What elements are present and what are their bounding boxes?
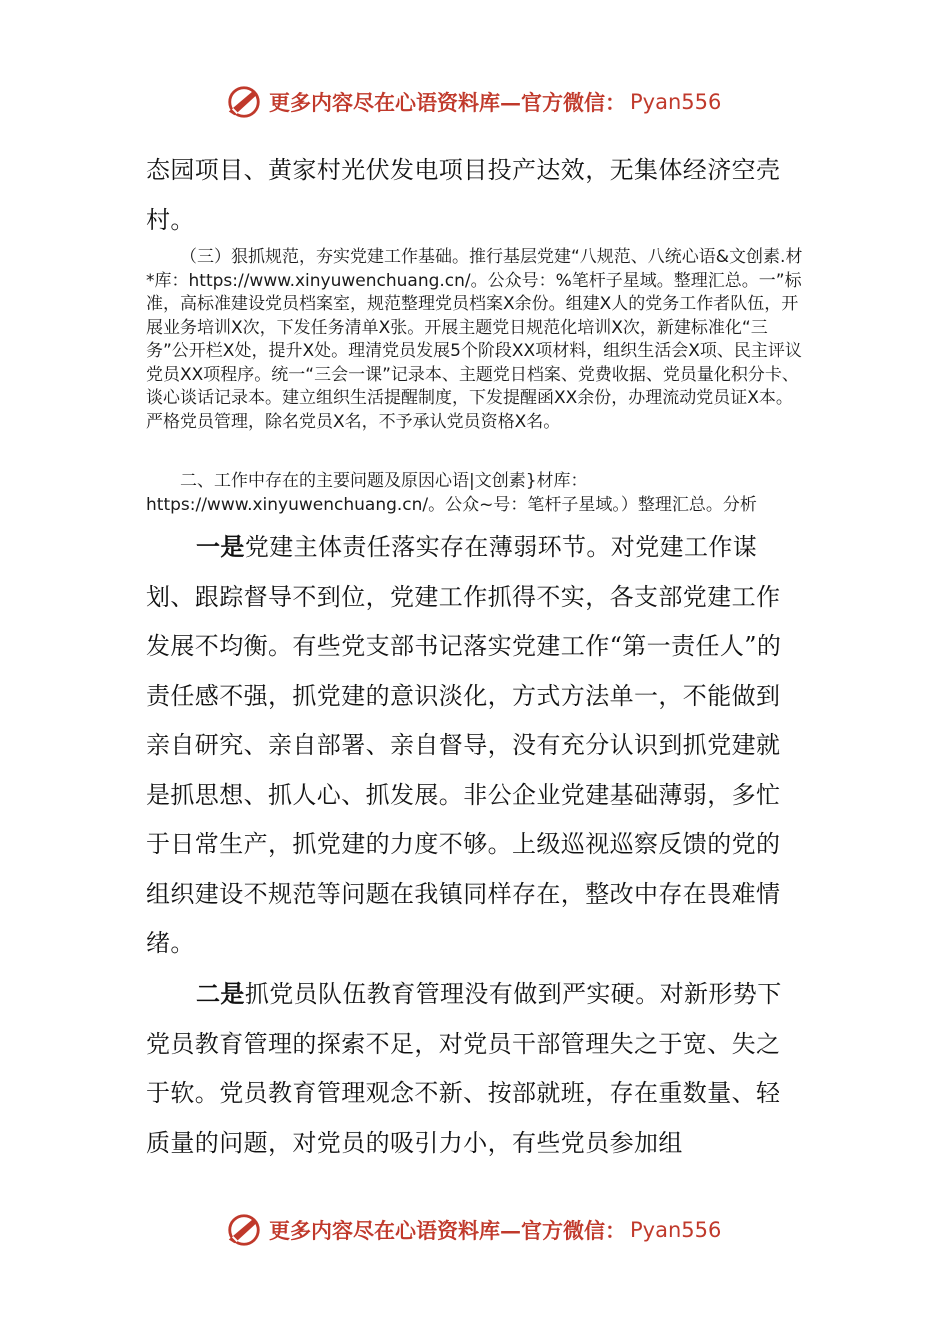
watermark-header [225,82,721,122]
watermark-text: 更多内容尽在心语资料库—官方微信： [269,1218,626,1243]
watermark-footer [225,1210,721,1250]
problem-two-paragraph [146,969,794,1168]
pen-seal-icon [225,83,263,121]
pen-seal-icon [225,1211,263,1249]
section-two-heading: 二、工作中存在的主要问题及原因心语|文创素}材库：https://www.xinyuwenchuang.cn/。公众~号：笔杆子星域。）整理汇总。分析 [146,471,757,515]
body-paragraph-1: 态园项目、黄家村光伏发电项目投产达效，无集体经济空壳村。 [146,156,781,234]
watermark-wechat-id: Pyan556 [630,90,722,114]
watermark-text: 更多内容尽在心语资料库—官方微信： [269,90,626,115]
section-three-paragraph: （三）狠抓规范，夯实党建工作基础。推行基层党建“八规范、八统心语&文创素.材*库：https://www.xinyuwenchuang.cn/。公众号：%笔杆子星域。整理汇总。一”标准，高标准建设党员档案室，规范整理党员档案X余份。组建X人的党务工作者队伍，开展业务培训X次，下发任务清单X张。开展主题党日规范化培训X次，新建标准化“三务”公开栏X处，提升X处。理清党员发展5个阶段XX项材料，组织生活会X项、民主评议党员XX项程序。统一“三会一课”记录本、主题党日档案、党费收据、党员量化积分卡、谈心谈话记录本。建立组织生活提醒制度，下发提醒函XX余份，办理流动党员证X本。严格党员管理，除名党员X名，不予承认党员资格X名。 [146,247,803,432]
watermark-wechat-id: Pyan556 [630,1218,722,1242]
problem-one-text: 党建主体责任落实存在薄弱环节。对党建工作谋划、跟踪督导不到位，党建工作抓得不实，各支部党建工作发展不均衡。有些党支部书记落实党建工作“第一责任人”的责任感不强，抓党建的意识淡化，方式方法单一，不能做到亲自研究、亲自部署、亲自督导，没有充分认识到抓党建就是抓思想、抓人心、抓发展。非公企业党建基础薄弱，多忙于日常生产，抓党建的力度不够。上级巡视巡察反馈的党的组织建设不规范等问题在我镇同样存在，整改中存在畏难情绪。 [146,533,782,957]
problem-one-paragraph [146,522,794,969]
problem-two-lead: 二是 [196,979,245,1008]
problem-one-lead: 一是 [196,532,245,561]
problem-two-text: 抓党员队伍教育管理没有做到严实硬。对新形势下党员教育管理的探索不足，对党员干部管理失之于宽、失之于软。党员教育管理观念不新、按部就班，存在重数量、轻质量的问题，对党员的吸引力小，有些党员参加组 [146,980,782,1157]
